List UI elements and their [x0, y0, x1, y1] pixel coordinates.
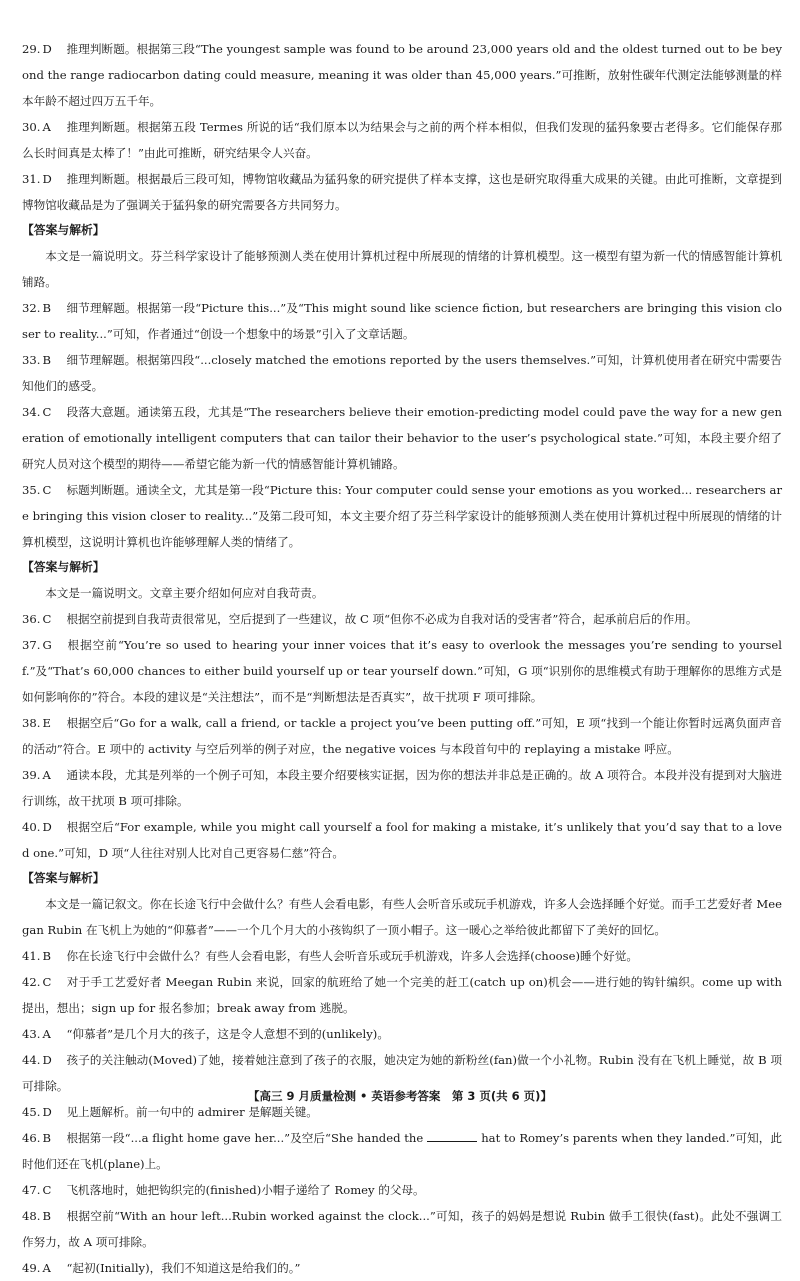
item-number: 49. — [22, 1261, 41, 1275]
item-explanation: 根据空前提到自我苛责很常见，空后提到了一些建议，故 C 项“但你不必成为自我对话的受害者”符合，起承前启后的作用。 — [66, 612, 698, 626]
item-number: 41. — [22, 949, 41, 963]
item-explanation: 细节理解题。根据第一段“Picture this...”及“This might sound like science fiction, but researchers are bringing this vision closer to reality...”可知，作者通过“创设一个想象中的场景”引入了文章话题。 — [22, 301, 782, 341]
item-number: 45. — [22, 1105, 41, 1119]
section-intro: 本文是一篇说明文。芬兰科学家设计了能够预测人类在使用计算机过程中所展现的情绪的计算机模型。这一模型有望为新一代的情感智能计算机铺路。 — [22, 249, 782, 289]
item-answer: D — [42, 1105, 52, 1119]
answer-item-29 — [22, 36, 782, 114]
item-explanation: 飞机落地时，她把钩织完的(finished)小帽子递给了 Romey 的父母。 — [66, 1183, 425, 1197]
item-explanation: “仰慕者”是几个月大的孩子，这是令人意想不到的(unlikely)。 — [66, 1027, 389, 1041]
item-explanation: 根据空后“Go for a walk, call a friend, or tackle a project you’ve been putting off.”可知，E 项“找到一个能让你暂时远离负面声音的活动”符合。E 项中的 activity 与空后列举的例子对应，the negative voices 与本段首句中的 replaying a mistake 呼应。 — [22, 716, 782, 756]
answer-item-31 — [22, 166, 782, 218]
item-explanation: “起初(Initially)，我们不知道这是给我们的。” — [66, 1261, 301, 1275]
item-explanation-continued: hat to Romey’s parents when they landed.”可知，此时他们还在飞机(plane)上。 — [22, 1131, 782, 1171]
item-answer: A — [42, 1027, 51, 1041]
item-answer: C — [42, 612, 52, 626]
item-explanation: 细节理解题。根据第四段“...closely matched the emotions reported by the users themselves.”可知，计算机使用者在研究中需要告知他们的感受。 — [22, 353, 782, 393]
item-explanation: 根据空前“You’re so used to hearing your inner voices that it’s easy to overlook the messages you’re sending to yourself.”及“That’s 60,000 chances to either build yourself up or tear yourself down.”可知，G 项“识别你的思维模式有助于理解你的思维方式是如何影响你的”符合。本段的建议是“关注想法”，而不是“判断想法是否真实”，故干扰项 F 项可排除。 — [22, 638, 782, 704]
answer-item-49 — [22, 1255, 782, 1281]
item-number: 46. — [22, 1131, 41, 1145]
item-explanation: 见上题解析。前一句中的 admirer 是解题关键。 — [66, 1105, 318, 1119]
fill-in-blank-line — [427, 1128, 477, 1142]
answer-item-43 — [22, 1021, 782, 1047]
answer-item-33 — [22, 347, 782, 399]
item-answer: B — [42, 353, 51, 367]
item-answer: C — [42, 1183, 52, 1197]
item-explanation: 对于手工艺爱好者 Meegan Rubin 来说，回家的航班给了她一个完美的赶工(catch up on)机会——进行她的钩针编织。come up with 提出，想出；sign up for 报名参加；break away from 逃脱。 — [22, 975, 782, 1015]
item-explanation: 根据空后“For example, while you might call yourself a fool for making a mistake, it’s unlikely that you’d say that to a loved one.”可知，D 项“人往往对别人比对自己更容易仁慈”符合。 — [22, 820, 782, 860]
item-explanation: 通读本段，尤其是列举的一个例子可知，本段主要介绍要核实证据，因为你的想法并非总是正确的。故 A 项符合。本段并没有提到对大脑进行训练，故干扰项 B 项可排除。 — [22, 768, 782, 808]
item-answer: D — [42, 42, 52, 56]
page-footer: 【高三 9 月质量检测 • 英语参考答案 第 3 页(共 6 页)】 — [248, 1089, 552, 1103]
item-number: 40. — [22, 820, 41, 834]
item-answer: C — [42, 975, 52, 989]
answer-item-47 — [22, 1177, 782, 1203]
item-explanation: 推理判断题。根据第五段 Termes 所说的话“我们原本以为结果会与之前的两个样本相似，但我们发现的猛犸象要古老得多。它们能保存那么长时间真是太棒了！”由此可推断，研究结果令人兴奋。 — [22, 120, 782, 160]
item-explanation: 段落大意题。通读第五段，尤其是“The researchers believe their emotion-predicting model could pave the way for a new generation of emotionally intelligent computers that can tailor their behavior to the user’s psychological state.”可知，本段主要介绍了研究人员对这个模型的期待——希望它能为新一代的情感智能计算机铺路。 — [22, 405, 782, 471]
item-answer: G — [42, 638, 52, 652]
item-answer: D — [42, 820, 52, 834]
item-number: 37. — [22, 638, 41, 652]
item-answer: B — [42, 1131, 51, 1145]
answer-item-34 — [22, 399, 782, 477]
answer-item-36 — [22, 606, 782, 632]
section-heading: 【答案与解析】 — [22, 560, 105, 574]
item-number: 33. — [22, 353, 41, 367]
answer-item-48 — [22, 1203, 782, 1255]
answer-item-35 — [22, 477, 782, 555]
item-number: 48. — [22, 1209, 41, 1223]
item-answer: B — [42, 301, 51, 315]
item-number: 29. — [22, 42, 41, 56]
item-number: 35. — [22, 483, 41, 497]
answer-item-39 — [22, 762, 782, 814]
item-number: 42. — [22, 975, 41, 989]
item-number: 39. — [22, 768, 41, 782]
item-number: 32. — [22, 301, 41, 315]
item-number: 47. — [22, 1183, 41, 1197]
item-explanation: 推理判断题。根据最后三段可知，博物馆收藏品为猛犸象的研究提供了样本支撑，这也是研究取得重大成果的关键。由此可推断，文章提到博物馆收藏品是为了强调关于猛犸象的研究需要各方共同努力。 — [22, 172, 782, 212]
item-explanation: 根据空前“With an hour left...Rubin worked against the clock...”可知，孩子的妈妈是想说 Rubin 做手工很快(fast)。此处不强调工作努力，故 A 项可排除。 — [22, 1209, 782, 1249]
item-number: 31. — [22, 172, 41, 186]
item-number: 38. — [22, 716, 41, 730]
answer-item-42 — [22, 969, 782, 1021]
item-answer: D — [42, 1053, 52, 1067]
item-explanation: 孩子的关注触动(Moved)了她，接着她注意到了孩子的衣服，她决定为她的新粉丝(fan)做一个小礼物。Rubin 没有在飞机上睡觉，故 B 项可排除。 — [22, 1053, 782, 1093]
answer-item-30 — [22, 114, 782, 166]
item-number: 43. — [22, 1027, 41, 1041]
answer-item-41 — [22, 943, 782, 969]
item-answer: B — [42, 1209, 51, 1223]
section-intro: 本文是一篇记叙文。你在长途飞行中会做什么？有些人会看电影，有些人会听音乐或玩手机游戏，许多人会选择睡个好觉。而手工艺爱好者 Meegan Rubin 在飞机上为她的“仰慕者”——一个几个月大的小孩钩织了一顶小帽子。这一暖心之举给彼此都留下了美好的回忆。 — [22, 897, 782, 937]
item-answer: A — [42, 120, 51, 134]
section-heading: 【答案与解析】 — [22, 223, 105, 237]
item-explanation: 根据第一段“...a flight home gave her...”及空后“She handed the — [66, 1131, 424, 1145]
answer-item-32 — [22, 295, 782, 347]
answer-item-40 — [22, 814, 782, 866]
answer-item-46 — [22, 1125, 782, 1177]
item-answer: C — [42, 483, 52, 497]
item-explanation: 你在长途飞行中会做什么？有些人会看电影，有些人会听音乐或玩手机游戏，许多人会选择(choose)睡个好觉。 — [66, 949, 638, 963]
item-answer: D — [42, 172, 52, 186]
item-number: 44. — [22, 1053, 41, 1067]
item-number: 36. — [22, 612, 41, 626]
item-number: 34. — [22, 405, 41, 419]
item-number: 30. — [22, 120, 41, 134]
section-heading: 【答案与解析】 — [22, 871, 105, 885]
item-answer: A — [42, 1261, 51, 1275]
answer-item-38 — [22, 710, 782, 762]
item-answer: A — [42, 768, 51, 782]
item-answer: C — [42, 405, 52, 419]
item-answer: E — [42, 716, 51, 730]
item-answer: B — [42, 949, 51, 963]
answer-item-37 — [22, 632, 782, 710]
section-intro: 本文是一篇说明文。文章主要介绍如何应对自我苛责。 — [45, 586, 324, 600]
item-explanation: 推理判断题。根据第三段“The youngest sample was found to be around 23,000 years old and the oldest turned out to be beyond the range radiocarbon dating could measure, meaning it was older than 45,000 years.”可推断，放射性碳年代测定法能够测量的样本年龄不超过四万五千年。 — [22, 42, 782, 108]
item-explanation: 标题判断题。通读全文，尤其是第一段“Picture this: Your computer could sense your emotions as you worked... researchers are bringing this vision closer to reality...”及第二段可知，本文主要介绍了芬兰科学家设计的能够预测人类在使用计算机过程中所展现的情绪的计算机模型，这说明计算机也许能够理解人类的情绪了。 — [22, 483, 782, 549]
